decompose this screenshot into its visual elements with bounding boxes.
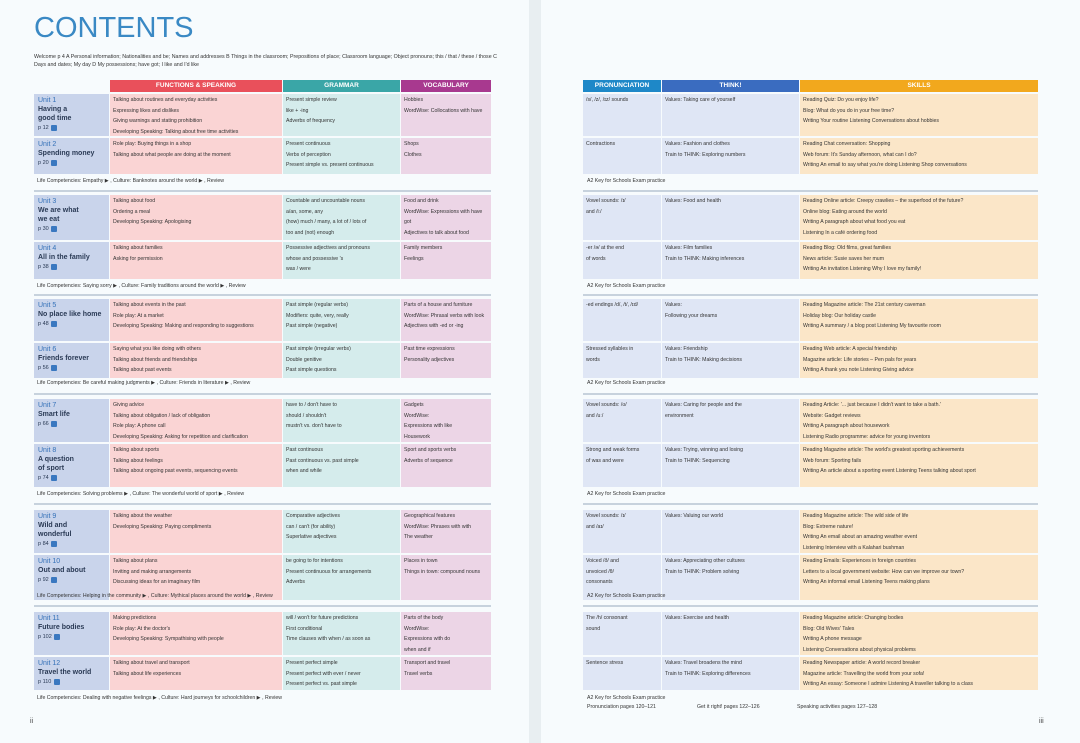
think-cell: Values: Taking care of yourself [662, 94, 799, 136]
vocab-cell: Sport and sports verbs Adverbs of sequence [401, 444, 491, 487]
unit-number: Unit 4 [38, 245, 57, 252]
vocab-cell: Hobbies WordWise: Collocations with have [401, 94, 491, 136]
spine [529, 0, 541, 743]
skills-header: SKILLS [800, 80, 1038, 92]
exam-practice-note: A2 Key for Schools Exam practice [587, 491, 666, 497]
unit-page [38, 319, 105, 329]
section-divider [583, 190, 1038, 192]
video-icon[interactable] [54, 634, 60, 640]
unit-page-number: p 110 [38, 679, 52, 685]
exam-practice-note: A2 Key for Schools Exam practice [587, 380, 666, 386]
unit-number: Unit 7 [38, 402, 57, 409]
think-cell: Values: Exercise and health [662, 612, 799, 655]
think-cell: Values: Valuing our world [662, 510, 799, 553]
pron-cell: Vowel sounds: /ɪ/ and /iː/ [583, 195, 661, 240]
functions-cell: Giving advice Talking about obligation / lack of obligation Role play: A phone call Developing Speaking: Asking for repetition and clarification [110, 399, 282, 442]
unit-page-number: p 48 [38, 321, 49, 327]
unit-cell[interactable] [34, 242, 109, 279]
unit-number: Unit 12 [38, 660, 61, 667]
unit-page-number: p 84 [38, 541, 49, 547]
unit-number: Unit 11 [38, 615, 60, 622]
vocab-cell: Shops Clothes [401, 138, 491, 174]
unit-page [38, 224, 105, 234]
unit-cell[interactable] [34, 444, 109, 487]
skills-cell: Reading Chat conversation: Shopping Web forum: It's Sunday afternoon, what can I do? Writing An email to say what you're doing Listening Shop conversations [800, 138, 1038, 174]
functions-cell: Talking about events in the past Role play: At a market Developing Speaking: Making and responding to suggestions [110, 299, 282, 341]
vocab-cell: Transport and travel Travel verbs [401, 657, 491, 690]
unit-cell[interactable] [34, 510, 109, 553]
life-competencies-line: Life Competencies: Dealing with negative feelings ▶ , Culture: Hard journeys for schoolchildren ▶ , Review [37, 695, 282, 701]
skills-cell: Reading Magazine article: The world's greatest sporting achievements Web forum: Sporting fails Writing An article about a sporting event Listening Teens talking about sport [800, 444, 1038, 487]
exam-practice-note: A2 Key for Schools Exam practice [587, 178, 666, 184]
unit-page-number: p 66 [38, 421, 49, 427]
pron-cell: Stressed syllables in words [583, 343, 661, 378]
pron-cell: Vowel sounds: /ɪ/ and /aɪ/ [583, 510, 661, 553]
functions-cell: Making predictions Role play: At the doctor's Developing Speaking: Sympathising with people [110, 612, 282, 655]
skills-cell: Reading Emails: Experiences in foreign countries Letters to a local government website: How can we improve our town? Writing An informal email Listening Teens making plans [800, 555, 1038, 600]
unit-number: Unit 1 [38, 97, 57, 104]
video-icon[interactable] [51, 160, 57, 166]
pron-cell: /s/, /z/, /ɪz/ sounds [583, 94, 661, 136]
skills-cell: Reading Magazine article: Changing bodies Blog: Old Wives' Tales Writing A phone message Listening Conversations about physical problems [800, 612, 1038, 655]
speaking-pages-link[interactable]: Speaking activities pages 127–128 [797, 704, 878, 710]
unit-page [38, 473, 105, 483]
unit-number: Unit 6 [38, 346, 57, 353]
vocab-cell: Places in town Things in town: compound nouns [401, 555, 491, 600]
unit-cell[interactable] [34, 612, 109, 655]
unit-page [38, 363, 105, 373]
functions-cell: Talking about plans Inviting and making arrangements Discussing ideas for an imaginary film [110, 555, 282, 600]
think-cell: Values: Appreciating other cultures Train to THINK: Problem solving [662, 555, 799, 600]
section-divider [583, 503, 1038, 505]
life-competencies-line: Life Competencies: Be careful making judgments ▶ , Culture: Friends in literature ▶ , Review [37, 380, 251, 386]
grammar-cell: Present perfect simple Present perfect with ever / never Present perfect vs. past simple [283, 657, 400, 690]
unit-title: Spending money [38, 150, 95, 157]
life-competencies-line: Life Competencies: Solving problems ▶ , Culture: The wonderful world of sport ▶ , Review [37, 491, 245, 497]
unit-title: Travel the world [38, 669, 92, 676]
section-divider [34, 605, 491, 607]
grammar-cell: be going to for intentions Present continuous for arrangements Adverbs [283, 555, 400, 600]
unit-page [38, 677, 105, 687]
video-icon[interactable] [51, 421, 57, 427]
unit-page [38, 632, 105, 642]
unit-cell[interactable] [34, 657, 109, 690]
unit-title: Out and about [38, 567, 86, 574]
unit-cell[interactable] [34, 299, 109, 341]
skills-cell: Reading Magazine article: The wild side of life Blog: Extreme nature! Writing An email about an amazing weather event Listening Interview with a Kalahari bushman [800, 510, 1038, 553]
unit-page [38, 419, 105, 429]
think-cell: Values: Caring for people and the environment [662, 399, 799, 442]
functions-header: FUNCTIONS & SPEAKING [110, 80, 282, 92]
video-icon[interactable] [51, 475, 57, 481]
unit-number: Unit 9 [38, 513, 57, 520]
pron-cell: Sentence stress [583, 657, 661, 690]
pron-cell: Vowel sounds: /ʊ/ and /uː/ [583, 399, 661, 442]
grammar-cell: Past simple (irregular verbs) Double genitive Past simple questions [283, 343, 400, 378]
functions-cell: Talking about food Ordering a meal Developing Speaking: Apologising [110, 195, 282, 240]
page-number-right: iii [1039, 718, 1044, 725]
unit-cell[interactable] [34, 195, 109, 240]
unit-title: Friends forever [38, 355, 89, 362]
unit-title: Smart life [38, 411, 70, 418]
unit-page-number: p 12 [38, 125, 49, 131]
grammar-cell: Countable and uncountable nouns a/an, some, any (how) much / many, a lot of / lots of too and (not) enough [283, 195, 400, 240]
unit-number: Unit 3 [38, 198, 57, 205]
grammar-cell: Present simple review like + -ing Adverbs of frequency [283, 94, 400, 136]
video-icon[interactable] [54, 679, 60, 685]
grammar-header: GRAMMAR [283, 80, 400, 92]
vocab-cell: Parts of the body WordWise: Expressions with do when and if [401, 612, 491, 655]
unit-page-number: p 102 [38, 634, 52, 640]
section-divider [34, 503, 491, 505]
skills-cell: Reading Web article: A special friendship Magazine article: Life stories – Pen pals for years Writing A thank you note Listening Giving advice [800, 343, 1038, 378]
page-title: CONTENTS [34, 12, 194, 44]
pron-cell: -er /ə/ at the end of words [583, 242, 661, 279]
pron-cell: Voiced /ð/ and unvoiced /θ/ consonants [583, 555, 661, 600]
video-icon[interactable] [51, 541, 57, 547]
think-cell: Values: Fashion and clothes Train to THINK: Exploring numbers [662, 138, 799, 174]
functions-cell: Role play: Buying things in a shop Talking about what people are doing at the moment [110, 138, 282, 174]
vocab-cell: Parts of a house and furniture WordWise: Phrasal verbs with look Adjectives with -ed or -ing [401, 299, 491, 341]
skills-cell: Reading Magazine article: The 21st century caveman Holiday blog: Our holiday castle Writing A summary / a blog post Listening My favourite room [800, 299, 1038, 341]
unit-number: Unit 8 [38, 447, 57, 454]
life-competencies-line: Life Competencies: Empathy ▶ , Culture: Banknotes around the world ▶ , Review [37, 178, 225, 184]
section-divider [583, 294, 1038, 296]
functions-cell: Talking about sports Talking about feelings Talking about ongoing past events, sequencing events [110, 444, 282, 487]
video-icon[interactable] [51, 226, 57, 232]
section-divider [34, 393, 491, 395]
unit-page-number: p 92 [38, 577, 49, 583]
pron-cell: Strong and weak forms of was and were [583, 444, 661, 487]
skills-cell: Reading Blog: Old films, great families News article: Susie saves her mum Writing An invitation Listening Why I love my family! [800, 242, 1038, 279]
life-competencies-line: Life Competencies: Saying sorry ▶ , Culture: Family traditions around the world ▶ , Review [37, 283, 246, 289]
vocab-cell: Food and drink WordWise: Expressions with have got Adjectives to talk about food [401, 195, 491, 240]
vocab-cell: Past time expressions Personality adjectives [401, 343, 491, 378]
unit-cell[interactable] [34, 399, 109, 442]
think-cell: Values: Following your dreams [662, 299, 799, 341]
exam-practice-note: A2 Key for Schools Exam practice [587, 283, 666, 289]
unit-page-number: p 30 [38, 226, 49, 232]
unit-title: No place like home [38, 311, 102, 318]
unit-title: Having a good time [38, 106, 72, 122]
skills-cell: Reading Quiz: Do you enjoy life? Blog: What do you do in your free time? Writing Your routine Listening Conversations about hobbies [800, 94, 1038, 136]
functions-cell: Saying what you like doing with others Talking about friends and friendships Talking about past events [110, 343, 282, 378]
vocabulary-header: VOCABULARY [401, 80, 491, 92]
unit-title: Future bodies [38, 624, 85, 631]
section-divider [583, 605, 1038, 607]
skills-cell: Reading Article: '... just because I didn't want to take a bath.' Website: Gadget reviews Writing A paragraph about housework Listening Radio programme: advice for young inventors [800, 399, 1038, 442]
video-icon[interactable] [51, 125, 57, 131]
vocab-cell: Family members Feelings [401, 242, 491, 279]
think-cell: Values: Travel broadens the mind Train to THINK: Exploring differences [662, 657, 799, 690]
think-cell: Values: Trying, winning and losing Train to THINK: Sequencing [662, 444, 799, 487]
unit-page [38, 262, 105, 272]
grammar-cell: Possessive adjectives and pronouns whose and possessive 's was / were [283, 242, 400, 279]
get-it-right-pages-link[interactable]: Get it right! pages 122–126 [697, 704, 760, 710]
unit-page-number: p 20 [38, 160, 49, 166]
unit-title: A question of sport [38, 456, 74, 472]
think-cell: Values: Food and health [662, 195, 799, 240]
unit-title: All in the family [38, 254, 90, 261]
video-icon[interactable] [51, 264, 57, 270]
functions-cell: Talking about the weather Developing Speaking: Paying compliments [110, 510, 282, 553]
grammar-cell: have to / don't have to should / shouldn't mustn't vs. don't have to [283, 399, 400, 442]
unit-page [38, 158, 105, 168]
video-icon[interactable] [51, 365, 57, 371]
unit-page-number: p 74 [38, 475, 49, 481]
functions-cell: Talking about routines and everyday activities Expressing likes and dislikes Giving warnings and stating prohibition Developing Speaking: Talking about free time activities [110, 94, 282, 136]
grammar-cell: Present continuous Verbs of perception Present simple vs. present continuous [283, 138, 400, 174]
unit-page [38, 123, 105, 133]
unit-cell[interactable] [34, 138, 109, 174]
video-icon[interactable] [51, 321, 57, 327]
section-divider [583, 393, 1038, 395]
unit-cell[interactable] [34, 94, 109, 136]
pron-cell: Contractions [583, 138, 661, 174]
page-number-left: ii [30, 718, 34, 725]
think-cell: Values: Friendship Train to THINK: Making decisions [662, 343, 799, 378]
grammar-cell: Past simple (regular verbs) Modifiers: quite, very, really Past simple (negative) [283, 299, 400, 341]
skills-cell: Reading Online article: Creepy crawlies – the superfood of the future? Online blog: Eating around the world Writing A paragraph about what food you eat Listening In a café ordering food [800, 195, 1038, 240]
unit-page-number: p 56 [38, 365, 49, 371]
skills-cell: Reading Newspaper article: A world record breaker Magazine article: Travelling the world from your sofa! Writing An essay: Someone I admire Listening A traveller talking to a class [800, 657, 1038, 690]
video-icon[interactable] [51, 577, 57, 583]
unit-page [38, 539, 105, 549]
grammar-cell: Past continuous Past continuous vs. past simple when and while [283, 444, 400, 487]
unit-number: Unit 5 [38, 302, 57, 309]
pron-cell: The /h/ consonant sound [583, 612, 661, 655]
grammar-cell: Comparative adjectives can / can't (for ability) Superlative adjectives [283, 510, 400, 553]
grammar-cell: will / won't for future predictions First conditional Time clauses with when / as soon as [283, 612, 400, 655]
section-divider [34, 190, 491, 192]
unit-page-number: p 38 [38, 264, 49, 270]
life-competencies-line: Life Competencies: Helping in the community ▶ , Culture: Mythical places around the world ▶ , Review [37, 593, 273, 599]
functions-cell: Talking about families Asking for permission [110, 242, 282, 279]
exam-practice-note: A2 Key for Schools Exam practice [587, 695, 666, 701]
unit-page [38, 575, 105, 585]
think-header: THINK! [662, 80, 799, 92]
exam-practice-note: A2 Key for Schools Exam practice [587, 593, 666, 599]
pronunciation-header: PRONUNCIATION [583, 80, 661, 92]
unit-number: Unit 10 [38, 558, 61, 565]
section-divider [34, 294, 491, 296]
vocab-cell: Geographical features WordWise: Phrases with with The weather [401, 510, 491, 553]
functions-cell: Talking about travel and transport Talking about life experiences [110, 657, 282, 690]
pronunciation-pages-link[interactable]: Pronunciation pages 120–121 [587, 704, 656, 710]
unit-cell[interactable] [34, 343, 109, 378]
vocab-cell: Gadgets WordWise: Expressions with like Housework [401, 399, 491, 442]
unit-title: We are what we eat [38, 207, 79, 223]
pron-cell: -ed endings /d/, /t/, /ɪd/ [583, 299, 661, 341]
think-cell: Values: Film families Train to THINK: Making inferences [662, 242, 799, 279]
unit-title: Wild and wonderful [38, 522, 72, 538]
welcome-line: Welcome p 4 A Personal information; Nationalities and be; Names and addresses B Things in the classroom; Prepositions of place; Classroom language; Object pronouns; this / that / these / those C Days and dates; My day D My possessions; have got; I like and I'd like [34, 54, 497, 68]
unit-number: Unit 2 [38, 141, 57, 148]
